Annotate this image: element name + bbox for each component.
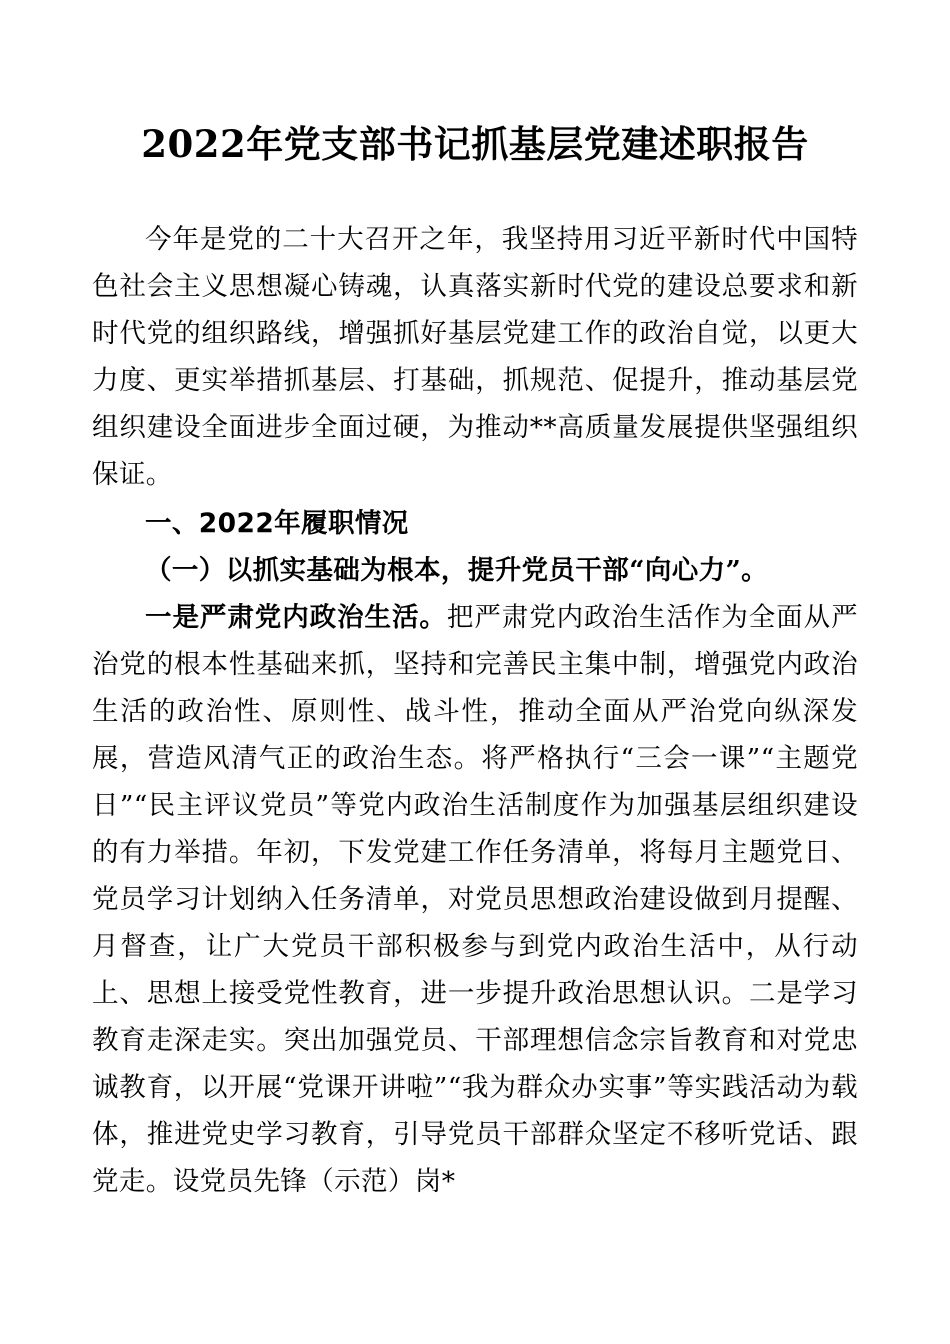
document-title: 2022年党支部书记抓基层党建述职报告	[141, 122, 809, 166]
paragraph-text-1: 把严肃党内政治生活作为全面从严治党的根本性基础来抓，坚持和完善民主集中制，增强党内政治生活的政治性、原则性、战斗性，推动全面从严治党向纵深发展，营造风清气正的政治生态。将严格执行“三会一课”“主题党日”“民主评议党员”等党内政治生活制度作为加强基层组织建设的有力举措。年初，下发党建工作任务清单，将每月主题党日、党员学习计划纳入任务清单，对党员思想政治建设做到月提醒、月督查，让广大党员干部积极参与到党内政治生活中，从行动上、思想上接受党性教育，进一步提升政治思想认识。二是学习教育走深走实。突出加强党员、干部理想信念宗旨教育和对党忠诚教育，以开展“党课开讲啦”“我为群众办实事”等实践活动为载体，推进党史学习教育，引导党员干部群众坚定不移听党话、跟党走。设党员先锋（示范）岗*	[92, 601, 859, 1197]
paragraph-lead-1: 一是严肃党内政治生活。	[145, 601, 447, 633]
section-heading-1: 一、2022年履职情况	[145, 507, 409, 539]
paragraph-intro: 今年是党的二十大召开之年，我坚持用习近平新时代中国特色社会主义思想凝心铸魂，认真落实新时代党的建设总要求和新时代党的组织路线，增强抓好基层党建工作的政治自觉，以更大力度、更实举措抓基层、打基础，抓规范、促提升，推动基层党组织建设全面进步全面过硬，为推动**高质量发展提供坚强组织保证。	[92, 223, 858, 490]
paragraph-body-1	[92, 594, 858, 1205]
subsection-heading-1-1: （一）以抓实基础为根本，提升党员干部“向心力”。	[145, 554, 769, 586]
